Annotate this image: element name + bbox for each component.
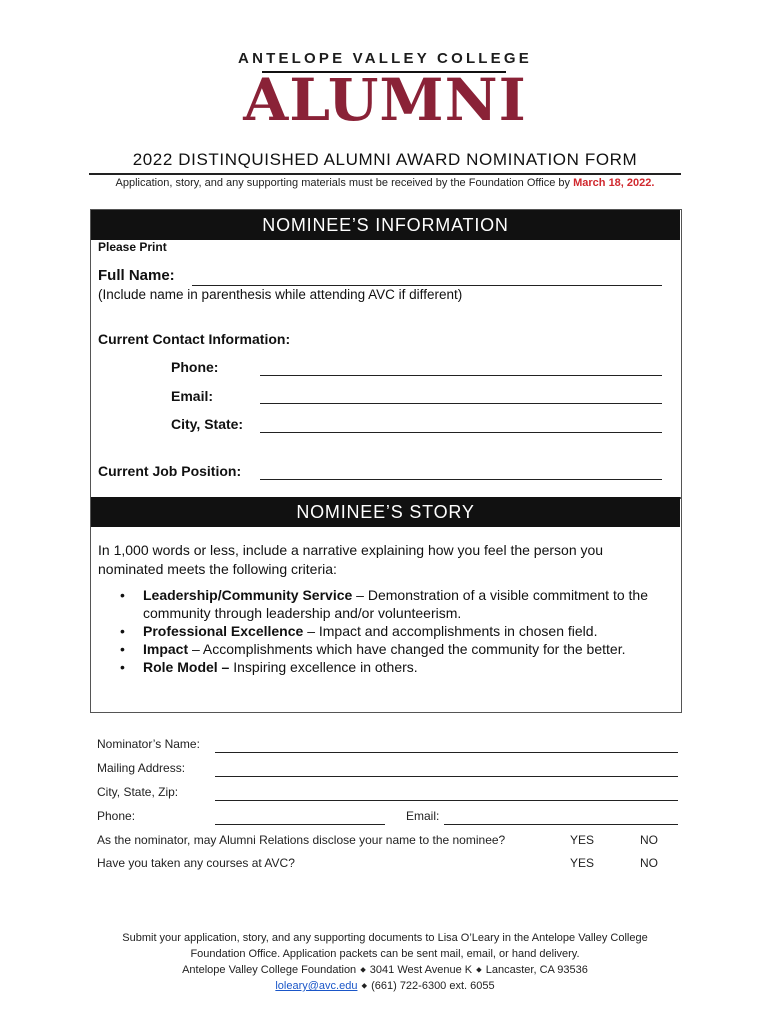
mailing-address-field[interactable] (215, 776, 678, 777)
foundation-name: Antelope Valley College Foundation (182, 964, 357, 976)
phone-field[interactable] (260, 375, 662, 376)
nominator-name-label: Nominator’s Name: (97, 737, 200, 751)
disclose-yes-option[interactable]: YES (570, 833, 595, 847)
criterion-text: – Impact and accomplishments in chosen field. (303, 623, 598, 639)
list-item (98, 658, 658, 676)
courses-no-option[interactable]: NO (640, 856, 658, 870)
footer-line-2: Foundation Office. Application packets can be sent mail, email, or hand delivery. (190, 948, 580, 960)
footer-address (0, 962, 770, 978)
nominee-story-heading: NOMINEE’S STORY (91, 497, 680, 527)
contact-phone: (661) 722-6300 ext. 6055 (371, 980, 495, 993)
contact-email-link[interactable]: loleary@avc.edu (275, 980, 358, 993)
criterion-text: – Accomplishments which have changed the community for the better. (188, 641, 626, 657)
diamond-bullet-icon: ⬥ (360, 965, 366, 975)
contact-info-label: Current Contact Information: (98, 331, 291, 347)
college-name: ANTELOPE VALLEY COLLEGE (238, 50, 532, 67)
deadline-note-text: Application, story, and any supporting materials must be received by the Foundation Office by (115, 177, 574, 189)
email-field[interactable] (260, 403, 662, 404)
email-label: Email: (171, 388, 214, 404)
bullet-icon: • (120, 641, 125, 657)
job-position-label: Current Job Position: (98, 463, 242, 479)
bullet-icon: • (120, 587, 125, 603)
deadline-date: March 18, 2022. (573, 177, 655, 189)
criterion-text: Inspiring excellence in others. (229, 659, 418, 675)
criterion-title: Role Model – (143, 659, 230, 675)
city-state-label: City, State: (171, 416, 244, 432)
job-position-field[interactable] (260, 479, 662, 480)
disclose-no-option[interactable]: NO (640, 833, 658, 847)
submission-deadline-note (0, 177, 770, 189)
nominator-email-label: Email: (406, 809, 440, 823)
city-zip: Lancaster, CA 93536 (485, 964, 588, 976)
list-item (98, 640, 658, 658)
disclose-name-question: As the nominator, may Alumni Relations disclose your name to the nominee? (97, 833, 506, 847)
city-state-field[interactable] (260, 432, 662, 433)
nominator-phone-field[interactable] (215, 824, 385, 825)
courses-yes-option[interactable]: YES (570, 856, 595, 870)
full-name-field[interactable] (192, 285, 662, 286)
list-item (98, 586, 658, 622)
nominator-phone-label: Phone: (97, 809, 136, 823)
mailing-address-label: Mailing Address: (97, 761, 186, 775)
street-address: 3041 West Avenue K (369, 964, 473, 976)
criterion-title: Leadership/Community Service (143, 587, 353, 603)
footer-line-1: Submit your application, story, and any supporting documents to Lisa O’Leary in the Antelope Valley College (122, 932, 648, 944)
city-state-zip-label: City, State, Zip: (97, 785, 179, 799)
diamond-bullet-icon: ⬥ (476, 965, 482, 975)
nominator-email-field[interactable] (444, 824, 678, 825)
criteria-list (98, 586, 658, 676)
criterion-title: Professional Excellence (143, 623, 304, 639)
bullet-icon: • (120, 659, 125, 675)
full-name-label: Full Name: (98, 267, 175, 284)
form-title: 2022 DISTINQUISHED ALUMNI AWARD NOMINATION FORM (132, 150, 638, 169)
nominee-info-section (90, 209, 682, 499)
avc-courses-question: Have you taken any courses at AVC? (97, 856, 295, 870)
city-state-zip-field[interactable] (215, 800, 678, 801)
story-instructions: In 1,000 words or less, include a narrative explaining how you feel the person you nominated meets the following criteria: (98, 542, 604, 577)
diamond-bullet-icon: ⬥ (361, 981, 368, 991)
nominator-name-field[interactable] (215, 752, 678, 753)
alumni-logo: ALUMNI (243, 66, 527, 134)
full-name-note: (Include name in parenthesis while attending AVC if different) (98, 287, 463, 302)
criterion-text: – Demonstration of a visible commitment to the community through leadership and/or volunteerism. (143, 587, 648, 621)
please-print-note: Please Print (98, 240, 167, 254)
list-item (98, 622, 658, 640)
nominee-info-heading: NOMINEE’S INFORMATION (91, 210, 680, 240)
footer (0, 930, 770, 994)
title-divider (89, 173, 681, 175)
criterion-title: Impact (143, 641, 189, 657)
bullet-icon: • (120, 623, 125, 639)
phone-label: Phone: (171, 359, 219, 375)
footer-contact (0, 978, 770, 994)
